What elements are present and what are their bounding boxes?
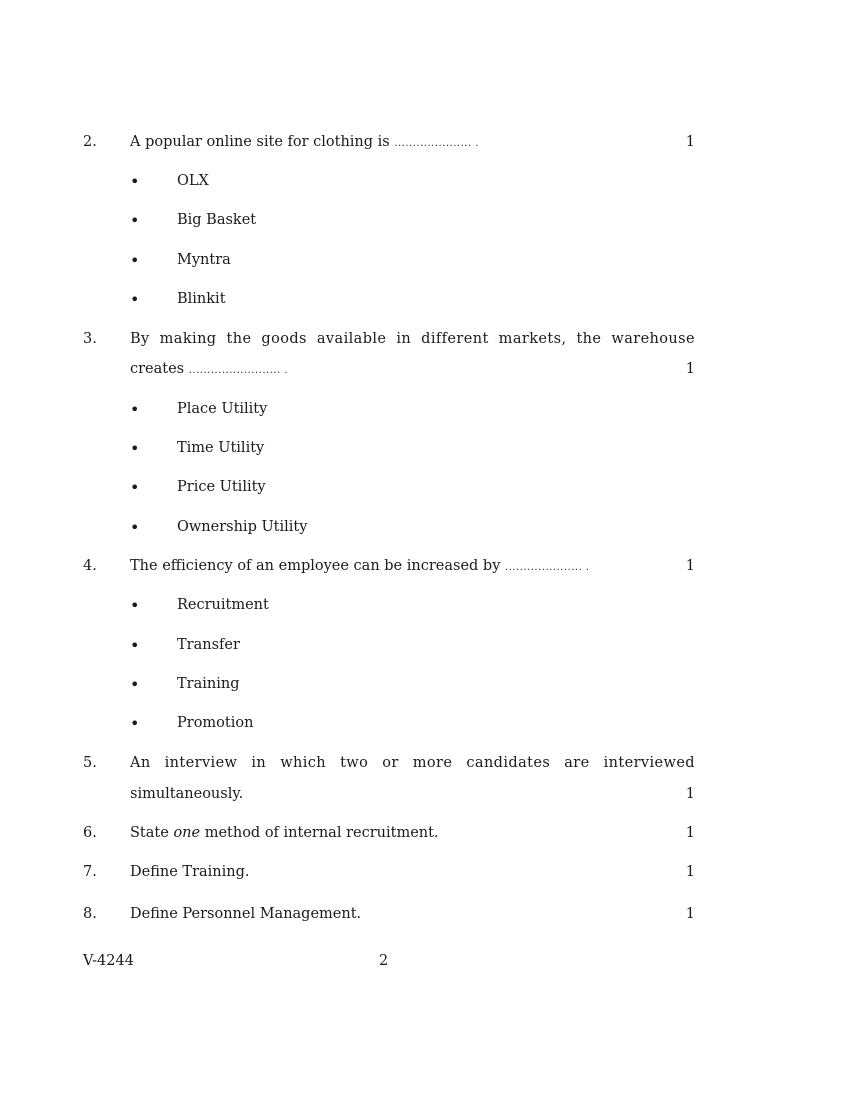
question-text bbox=[130, 558, 695, 574]
question-stem: creates bbox=[130, 361, 185, 377]
question-number: 5. bbox=[83, 755, 97, 771]
question-number: 8. bbox=[83, 906, 97, 922]
option-label: Ownership Utility bbox=[177, 519, 308, 535]
bullet-icon: • bbox=[130, 636, 140, 655]
question-marks: 1 bbox=[685, 558, 695, 574]
option-label: Place Utility bbox=[177, 401, 268, 417]
bullet-icon: • bbox=[130, 478, 140, 497]
question-stem: State bbox=[130, 825, 169, 841]
question-text-line1: An interview in which two or more candidates are interviewed bbox=[130, 755, 695, 771]
option-label: Transfer bbox=[177, 637, 240, 653]
question-text-line2 bbox=[130, 361, 695, 377]
bullet-icon: • bbox=[130, 172, 140, 191]
question-number: 3. bbox=[83, 331, 97, 347]
bullet-icon: • bbox=[130, 400, 140, 419]
option-label: Big Basket bbox=[177, 212, 257, 228]
question-text: Define Training. bbox=[130, 864, 250, 880]
question-number: 2. bbox=[83, 134, 97, 150]
question-stem-end: method of internal recruitment. bbox=[204, 825, 439, 841]
question-marks: 1 bbox=[685, 361, 695, 377]
option-label: Myntra bbox=[177, 252, 231, 268]
bullet-icon: • bbox=[130, 211, 140, 230]
question-marks: 1 bbox=[685, 825, 695, 841]
bullet-icon: • bbox=[130, 714, 140, 733]
option-label: OLX bbox=[177, 173, 209, 189]
answer-blank: ..................... . bbox=[505, 562, 590, 573]
option-label: Time Utility bbox=[177, 440, 265, 456]
question-text bbox=[130, 825, 695, 841]
question-marks: 1 bbox=[685, 134, 695, 150]
question-number: 7. bbox=[83, 864, 97, 880]
bullet-icon: • bbox=[130, 675, 140, 694]
question-text-line2: simultaneously. bbox=[130, 786, 244, 802]
option-label: Training bbox=[177, 676, 240, 692]
question-marks: 1 bbox=[685, 786, 695, 802]
bullet-icon: • bbox=[130, 251, 140, 270]
bullet-icon: • bbox=[130, 290, 140, 309]
question-text bbox=[130, 134, 695, 150]
page-number: 2 bbox=[379, 953, 389, 969]
question-marks: 1 bbox=[685, 906, 695, 922]
bullet-icon: • bbox=[130, 439, 140, 458]
option-label: Blinkit bbox=[177, 291, 226, 307]
bullet-icon: • bbox=[130, 518, 140, 537]
paper-code: V-4244 bbox=[83, 953, 134, 969]
bullet-icon: • bbox=[130, 596, 140, 615]
question-number: 6. bbox=[83, 825, 97, 841]
question-stem: The efficiency of an employee can be increased by bbox=[130, 558, 501, 574]
option-label: Recruitment bbox=[177, 597, 269, 613]
option-label: Promotion bbox=[177, 715, 254, 731]
question-text: Define Personnel Management. bbox=[130, 906, 362, 922]
answer-blank: ..................... . bbox=[394, 138, 479, 149]
question-stem: A popular online site for clothing is bbox=[130, 134, 390, 150]
emphasis-word: one bbox=[173, 825, 201, 841]
question-marks: 1 bbox=[685, 864, 695, 880]
answer-blank: ......................... . bbox=[188, 365, 289, 376]
question-text-line1: By making the goods available in different markets, the warehouse bbox=[130, 331, 695, 347]
question-number: 4. bbox=[83, 558, 97, 574]
option-label: Price Utility bbox=[177, 479, 266, 495]
